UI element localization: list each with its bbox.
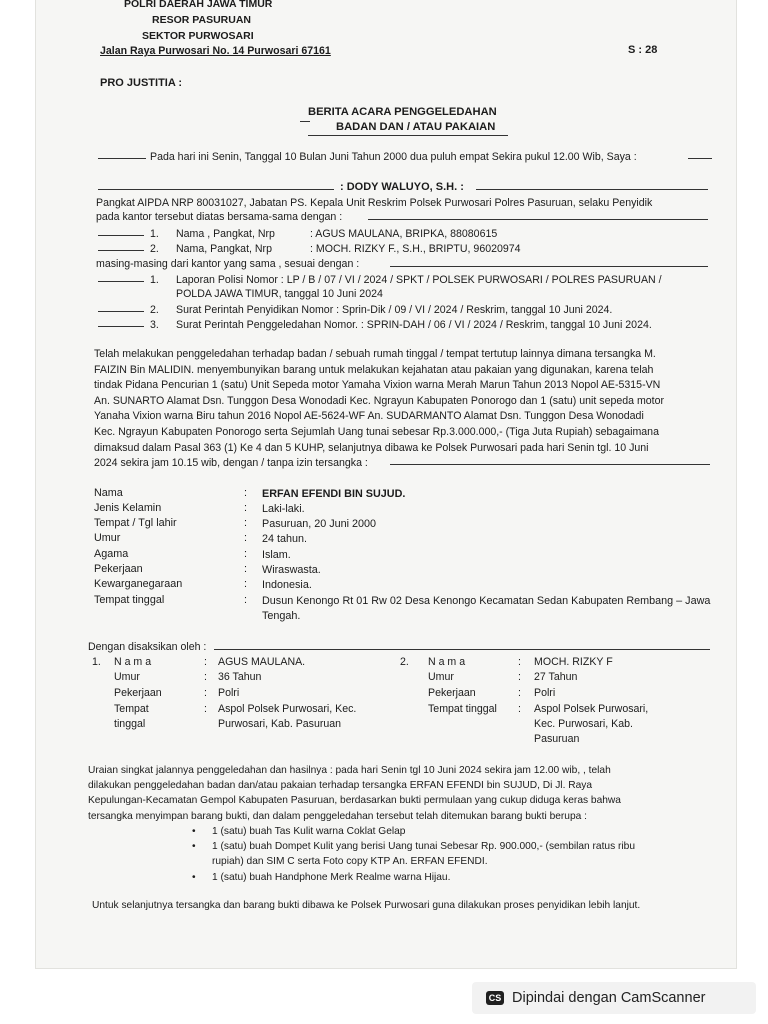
summary-line: tersangka menyimpan barang bukti, dan dalam penggeledahan tersebut telah ditemukan barang bukti berupa : — [88, 810, 587, 822]
basis-intro-dash — [390, 266, 708, 267]
witness-1-job-value: Polri — [218, 687, 240, 699]
basis-intro: masing-masing dari kantor yang sama , sesuai dengan : — [96, 258, 360, 270]
suspect-religion-row: Agama : Islam. — [94, 548, 742, 563]
camscanner-logo-icon: CS — [486, 991, 504, 1005]
suspect-address-label: Tempat tinggal — [94, 594, 165, 606]
companion-1-dash — [98, 235, 144, 236]
basis-1-number: 1. — [150, 274, 159, 286]
witness-1-residence-value-2: Purwosari, Kab. Pasuruan — [218, 718, 342, 730]
suspect-nationality-row: Kewarganegaraan : Indonesia. — [94, 578, 742, 593]
suspect-name-value: ERFAN EFENDI BIN SUJUD. — [262, 488, 406, 500]
witness-1-residence-label-2: tinggal — [114, 718, 146, 730]
witness-1-residence-label: Tempat — [114, 703, 149, 715]
officer-description-1: Pangkat AIPDA NRP 80031027, Jabatan PS. Kepala Unit Reskrim Polsek Purwosari Polres Pasuruan, selaku Penyidik — [96, 197, 653, 209]
witness-intro-dash — [214, 649, 710, 650]
suspect-job-row: Pekerjaan : Wiraswasta. — [94, 563, 742, 578]
summary-paragraph — [88, 763, 708, 824]
header-line-2: RESOR PASURUAN — [152, 14, 251, 26]
witness-2-residence-value-3: Pasuruan — [534, 733, 580, 745]
basis-2-number: 2. — [150, 304, 159, 316]
header-line-3: SEKTOR PURWOSARI — [142, 30, 254, 42]
suspect-gender-value: Laki-laki. — [262, 503, 305, 515]
suspect-address-value: Dusun Kenongo Rt 01 Rw 02 Desa Kenongo Kecamatan Sedan Kabupaten Rembang – Jawa Tengah. — [262, 595, 711, 622]
closing-statement: Untuk selanjutnya tersangka dan barang bukti dibawa ke Polsek Purwosari guna dilakukan proses penyidikan lebih lanjut. — [92, 900, 641, 911]
evidence-item-3: • 1 (satu) buah Handphone Merk Realme warna Hijau. — [192, 872, 451, 883]
basis-2-line-1: Surat Perintah Penyidikan Nomor : Sprin-Dik / 09 / VI / 2024 / Reskrim, tanggal 10 Juni 2024. — [176, 304, 613, 316]
document-title-line-2: BADAN DAN / ATAU PAKAIAN — [336, 121, 496, 133]
document-title-line-1: BERITA ACARA PENGGELEDAHAN — [308, 106, 497, 118]
main-paragraph-line: FAIZIN Bin MALIDIN. menyembunyikan barang untuk melakukan kejahatan atau pakaian yang digunakan, karena telah — [94, 363, 654, 376]
witness-2-age-value: 27 Tahun — [534, 671, 578, 683]
witness-2-residence-value: Aspol Polsek Purwosari, — [534, 703, 649, 715]
main-paragraph-line: Yanaha Vixion warna Biru tahun 2016 Nopol AE-5624-WF An. SUDARMANTO Alamat Dsn. Tunggon Desa Wonodadi — [94, 410, 644, 423]
header-address: Jalan Raya Purwosari No. 14 Purwosari 67161 — [100, 45, 331, 57]
opening-dash-right — [688, 158, 712, 159]
summary-line: dilakukan penggeledahan badan dan/atau pakaian terhadap tersangka ERFAN EFENDI bin SUJUD, Di Jl. Raya — [88, 780, 593, 792]
main-paragraph-line: dimaksud dalam Pasal 363 (1) Ke 4 dan 5 KUHP, selanjutnya dibawa ke Polsek Purwosari pada hari Senin tgl. 10 Juni — [94, 441, 649, 454]
witness-intro: Dengan disaksikan oleh : — [88, 641, 207, 653]
witness-2-residence-value-2: Kec. Purwosari, Kab. — [534, 718, 633, 730]
companion-2-dash — [98, 250, 144, 251]
main-paragraph — [94, 347, 712, 472]
basis-3-line-1: Surat Perintah Penggeledahan Nomor. : SPRIN-DAH / 06 / VI / 2024 / Reskrim, tanggal 10 Juni 2024. — [176, 319, 652, 331]
pro-justitia: PRO JUSTITIA : — [100, 77, 183, 89]
companion-1-label: Nama , Pangkat, Nrp — [176, 228, 275, 240]
evidence-item-1: • 1 (satu) buah Tas Kulit warna Coklat Gelap — [192, 826, 406, 837]
basis-3-number: 3. — [150, 319, 159, 331]
companion-1-value: : AGUS MAULANA, BRIPKA, 88080615 — [310, 228, 498, 240]
witness-2-residence-label: Tempat tinggal — [428, 703, 497, 715]
title-underline — [308, 135, 508, 136]
camscanner-badge — [472, 982, 756, 1014]
evidence-item-2: • 1 (satu) buah Dompet Kulit yang berisi Uang tunai Sebesar Rp. 900.000,- (sembilan ratus ribu — [192, 841, 636, 852]
companion-2-value: : MOCH. RIZKY F., S.H., BRIPTU, 96020974 — [310, 243, 521, 255]
companion-2-label: Nama, Pangkat, Nrp — [176, 243, 272, 255]
officer-name: : DODY WALUYO, S.H. : — [340, 181, 464, 193]
basis-1-dash — [98, 281, 144, 282]
suspect-age-value: 24 tahun. — [262, 533, 308, 545]
witness-1-name-value: AGUS MAULANA. — [218, 656, 306, 668]
officer-dash-left — [98, 189, 334, 190]
witness-2-name-value: MOCH. RIZKY F — [534, 656, 613, 668]
title-dash — [300, 121, 310, 122]
suspect-name-label: Nama — [94, 487, 123, 499]
suspect-nationality-value: Indonesia. — [262, 579, 312, 591]
basis-1-line-2: POLDA JAWA TIMUR, tanggal 10 Juni 2024 — [176, 288, 383, 300]
main-paragraph-line: 2024 sekira jam 10.15 wib, dengan / tanpa izin tersangka : — [94, 457, 368, 470]
witness-1-number: 1. — [92, 656, 101, 668]
suspect-job-value: Wiraswasta. — [262, 564, 321, 576]
witness-2-job-value: Polri — [534, 687, 556, 699]
witness-1-residence-value: Aspol Polsek Purwosari, Kec. — [218, 703, 357, 715]
suspect-gender-row: Jenis Kelamin : Laki-laki. — [94, 502, 742, 517]
witness-1-age-value: 36 Tahun — [218, 671, 262, 683]
main-paragraph-line: tindak Pidana Pencurian 1 (satu) Unit Sepeda motor Yamaha Vixion warna Merah Marun Tahun 2013 Nopol AE-5315-VN — [94, 379, 661, 392]
suspect-nationality-label: Kewarganegaraan — [94, 578, 183, 590]
suspect-birth-value: Pasuruan, 20 Juni 2000 — [262, 518, 377, 530]
suspect-religion-label: Agama — [94, 548, 129, 560]
opening-dash-left — [98, 158, 146, 159]
suspect-address-row: Tempat tinggal : Dusun Kenongo Rt 01 Rw 02 Desa Kenongo Kecamatan Sedan Kabupaten Rembang – Jawa Tengah. — [94, 594, 742, 626]
summary-line: Uraian singkat jalannya penggeledahan dan hasilnya : pada hari Senin tgl 10 Juni 2024 sekira jam 12.00 wib, , telah — [88, 765, 611, 776]
suspect-age-row: Umur : 24 tahun. — [94, 532, 742, 547]
witness-1-name-label: N a m a — [114, 656, 152, 668]
companion-1-number: 1. — [150, 228, 159, 240]
suspect-gender-label: Jenis Kelamin — [94, 502, 162, 514]
evidence-item-2-continued: rupiah) dan SIM C serta Foto copy KTP An. ERFAN EFENDI. — [212, 856, 488, 867]
witness-2-job-label: Pekerjaan — [428, 687, 476, 699]
suspect-religion-value: Islam. — [262, 549, 291, 561]
main-paragraph-line: Kec. Ngrayun Kabupaten Ponorogo serta Sejumlah Uang tunai sebesar Rp.3.000.000,- (Tiga Juta Rupiah) sebagaimana — [94, 425, 659, 438]
witness-1-job-label: Pekerjaan — [114, 687, 162, 699]
header-line-1: POLRI DAERAH JAWA TIMUR — [124, 0, 273, 10]
companion-2-number: 2. — [150, 243, 159, 255]
document-code: S : 28 — [628, 44, 658, 56]
camscanner-text: Dipindai dengan CamScanner — [512, 990, 706, 1006]
companions-dash — [368, 219, 708, 220]
basis-3-dash — [98, 326, 144, 327]
basis-1-line-1: Laporan Polisi Nomor : LP / B / 07 / VI / 2024 / SPKT / POLSEK PURWOSARI / POLRES PASURUAN / — [176, 274, 662, 286]
officer-description-2: pada kantor tersebut diatas bersama-sama dengan : — [96, 211, 343, 223]
paragraph-end-dash — [390, 464, 710, 465]
basis-2-dash — [98, 311, 144, 312]
witness-2-age-label: Umur — [428, 671, 454, 683]
summary-line: Kepulungan-Kecamatan Gempol Kabupaten Pasuruan, berdasarkan bukti permulaan yang cukup diduga keras bahwa — [88, 795, 621, 807]
main-paragraph-line: Telah melakukan penggeledahan terhadap badan / sebuah rumah tinggal / tempat tertutup lainnya dimana tersangka M. — [94, 348, 656, 360]
suspect-birth-row: Tempat / Tgl lahir : Pasuruan, 20 Juni 2000 — [94, 517, 742, 532]
suspect-birth-label: Tempat / Tgl lahir — [94, 517, 177, 529]
suspect-name-row: Nama : ERFAN EFENDI BIN SUJUD. — [94, 487, 742, 502]
suspect-age-label: Umur — [94, 532, 121, 544]
officer-dash-right — [476, 189, 708, 190]
main-paragraph-line: An. SUNARTO Alamat Dsn. Tunggon Desa Wonodadi Kec. Ngrayun Kabupaten Ponorogo dan 1 (satu) unit sepeda motor — [94, 394, 665, 407]
witness-1-age-label: Umur — [114, 671, 140, 683]
opening-statement: Pada hari ini Senin, Tanggal 10 Bulan Juni Tahun 2000 dua puluh empat Sekira pukul 12.00 Wib, Saya : — [150, 151, 637, 163]
witness-2-name-label: N a m a — [428, 656, 466, 668]
witness-2-number: 2. — [400, 656, 409, 668]
suspect-job-label: Pekerjaan — [94, 563, 143, 575]
